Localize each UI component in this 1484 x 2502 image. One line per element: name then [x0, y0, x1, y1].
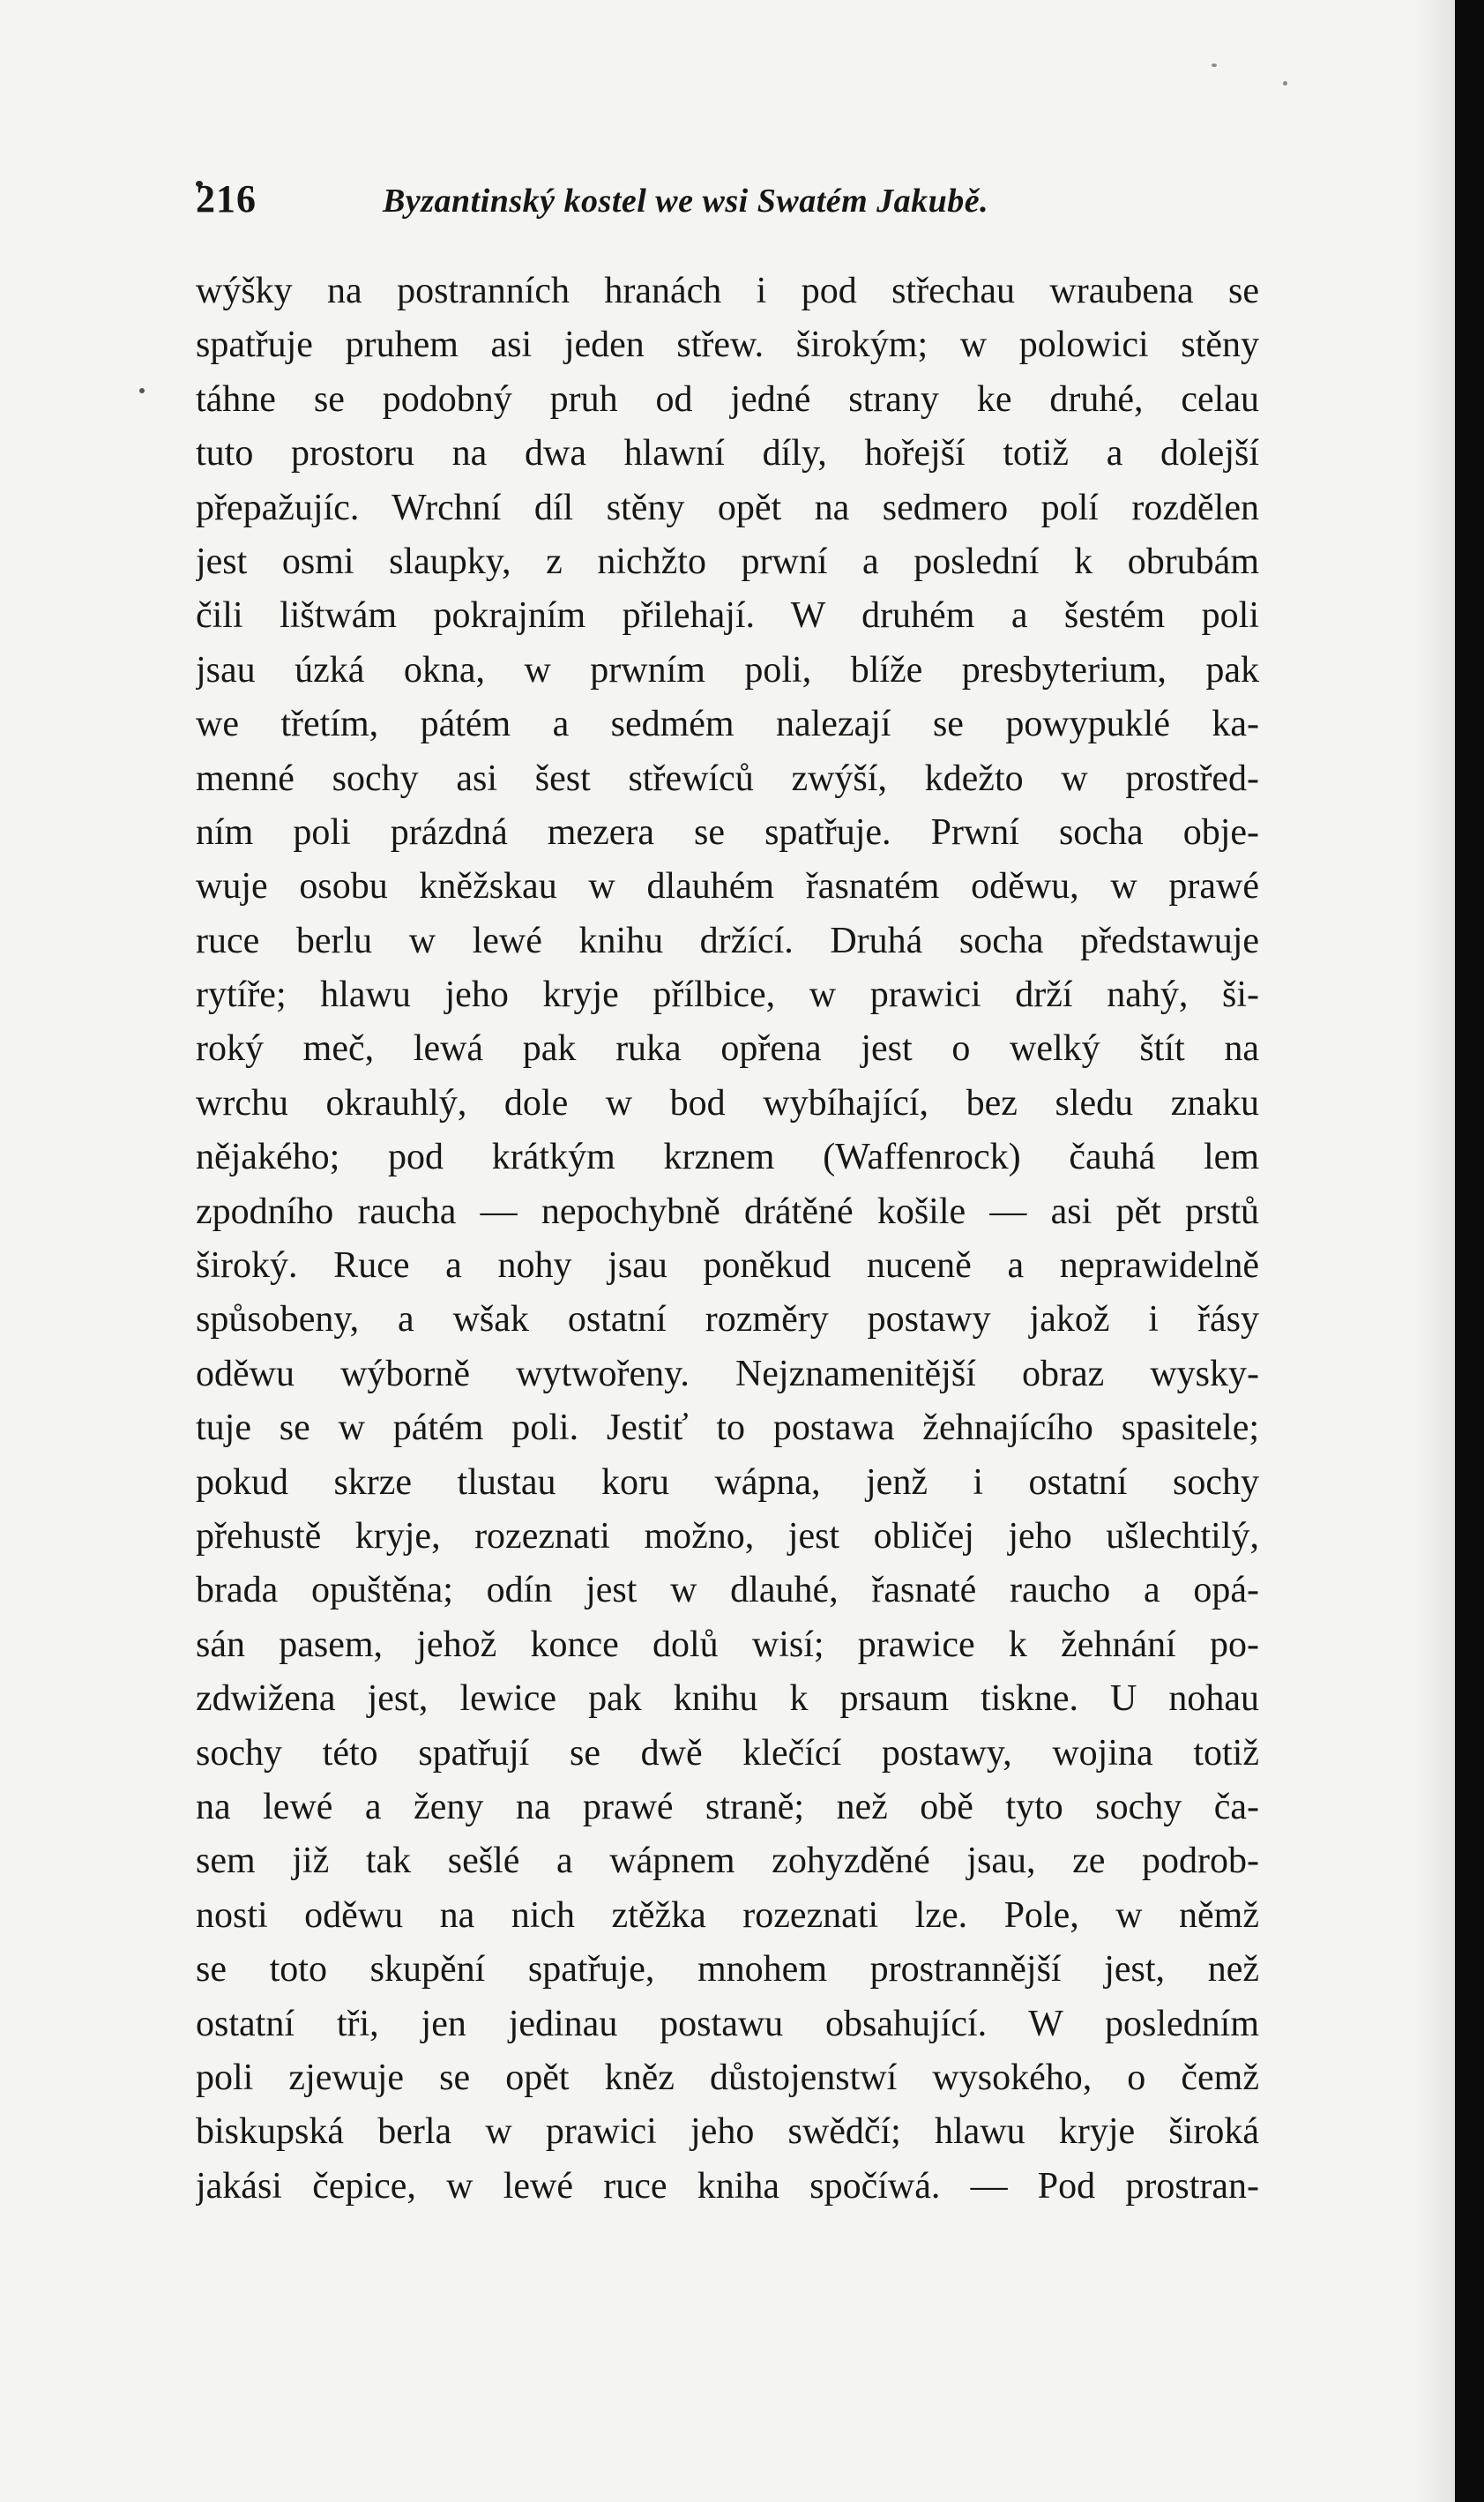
text-line: jest osmi slaupky, z nichžto prwní a poslední k obrubám [196, 541, 1259, 582]
text-line: roký meč, lewá pak ruka opřena jest o welký štít na [196, 1028, 1259, 1070]
text-line: čili lištwám pokrajním přilehají. W druhém a šestém poli [196, 595, 1259, 637]
text-line: nějakého; pod krátkým krznem (Waffenrock) čauhá lem [196, 1137, 1259, 1178]
text-line: tuje se w pátém poli. Jestiť to postawa žehnajícího spasitele; [196, 1408, 1259, 1449]
text-line: wuje osobu kněžskau w dlauhém řasnatém oděwu, w prawé [196, 866, 1259, 907]
text-line: jakási čepice, w lewé ruce kniha spočíwá. — Pod prostran- [196, 2165, 1259, 2207]
page-edge-shadow [1414, 0, 1455, 2502]
text-line: oděwu wýborně wytwořeny. Nejznamenitější obraz wysky- [196, 1353, 1259, 1394]
text-line: spatřuje pruhem asi jeden střew. širokým; w polowici stěny [196, 325, 1259, 366]
text-line: menné sochy asi šest střewíců zwýší, kdežto w prostřed- [196, 758, 1259, 799]
dust-speck [1283, 81, 1287, 86]
text-line: ruce berlu w lewé knihu držící. Druhá socha předstawuje [196, 920, 1259, 961]
text-line: sochy této spatřují se dwě klečící postawy, wojina totiž [196, 1732, 1259, 1774]
text-line: wýšky na postranních hranách i pod střechau wraubena se [196, 271, 1259, 311]
text-line: široký. Ruce a nohy jsau poněkud nuceně a neprawidelně [196, 1245, 1259, 1287]
text-line: sán pasem, jehož konce dolů wisí; prawice k žehnání po- [196, 1624, 1259, 1665]
text-line: ním poli prázdná mezera se spatřuje. Prwní socha obje- [196, 811, 1259, 853]
text-line: na lewé a ženy na prawé straně; než obě tyto sochy ča- [196, 1786, 1259, 1827]
body-text [196, 265, 1259, 2214]
text-line: nosti oděwu na nich ztěžka rozeznati lze. Pole, w němž [196, 1894, 1259, 1936]
page-number: 216 [196, 177, 257, 220]
text-line: rytíře; hlawu jeho kryje přílbice, w prawici drží nahý, ši- [196, 975, 1259, 1016]
text-line: táhne se podobný pruh od jedné strany ke druhé, celau [196, 378, 1259, 420]
text-line: spůsobeny, a wšak ostatní rozměry postawy jakož i řásy [196, 1299, 1259, 1341]
text-line: se toto skupění spatřuje, mnohem prostrannější jest, než [196, 1949, 1259, 1990]
page-header [196, 176, 1254, 238]
text-line: zpodního raucha — nepochybně drátěné košile — asi pět prstů [196, 1191, 1259, 1232]
text-line: tuto prostoru na dwa hlawní díly, hořejší totiž a dolejší [196, 433, 1259, 474]
text-line: zdwižena jest, lewice pak knihu k prsaum tiskne. U nohau [196, 1678, 1259, 1720]
text-line: přepažujíc. Wrchní díl stěny opět na sedmero polí rozdělen [196, 487, 1259, 528]
dust-speck [139, 388, 145, 393]
text-line: sem již tak sešlé a wápnem zohyzděné jsau, ze podrob- [196, 1841, 1259, 1882]
running-title: Byzantinský kostel we wsi Swatém Jakubě. [383, 183, 989, 220]
dust-speck [1212, 63, 1217, 67]
text-line: jsau úzká okna, w prwním poli, blíže presbyterium, pak [196, 649, 1259, 691]
text-line: we třetím, pátém a sedmém nalezají se powypuklé ka- [196, 704, 1259, 745]
text-line: pokud skrze tlustau koru wápna, jenž i ostatní sochy [196, 1461, 1259, 1503]
text-line: přehustě kryje, rozeznati možno, jest obličej jeho ušlechtilý, [196, 1515, 1259, 1557]
text-line: ostatní tři, jen jedinau postawu obsahující. W posledním [196, 2003, 1259, 2044]
text-line: brada opuštěna; odín jest w dlauhé, řasnaté raucho a opá- [196, 1570, 1259, 1611]
text-line: poli zjewuje se opět kněz důstojenstwí wysokého, o čemž [196, 2057, 1259, 2098]
text-line: wrchu okrauhlý, dole w bod wybíhající, bez sledu znaku [196, 1082, 1259, 1124]
text-line: biskupská berla w prawici jeho swědčí; hlawu kryje široká [196, 2111, 1259, 2153]
